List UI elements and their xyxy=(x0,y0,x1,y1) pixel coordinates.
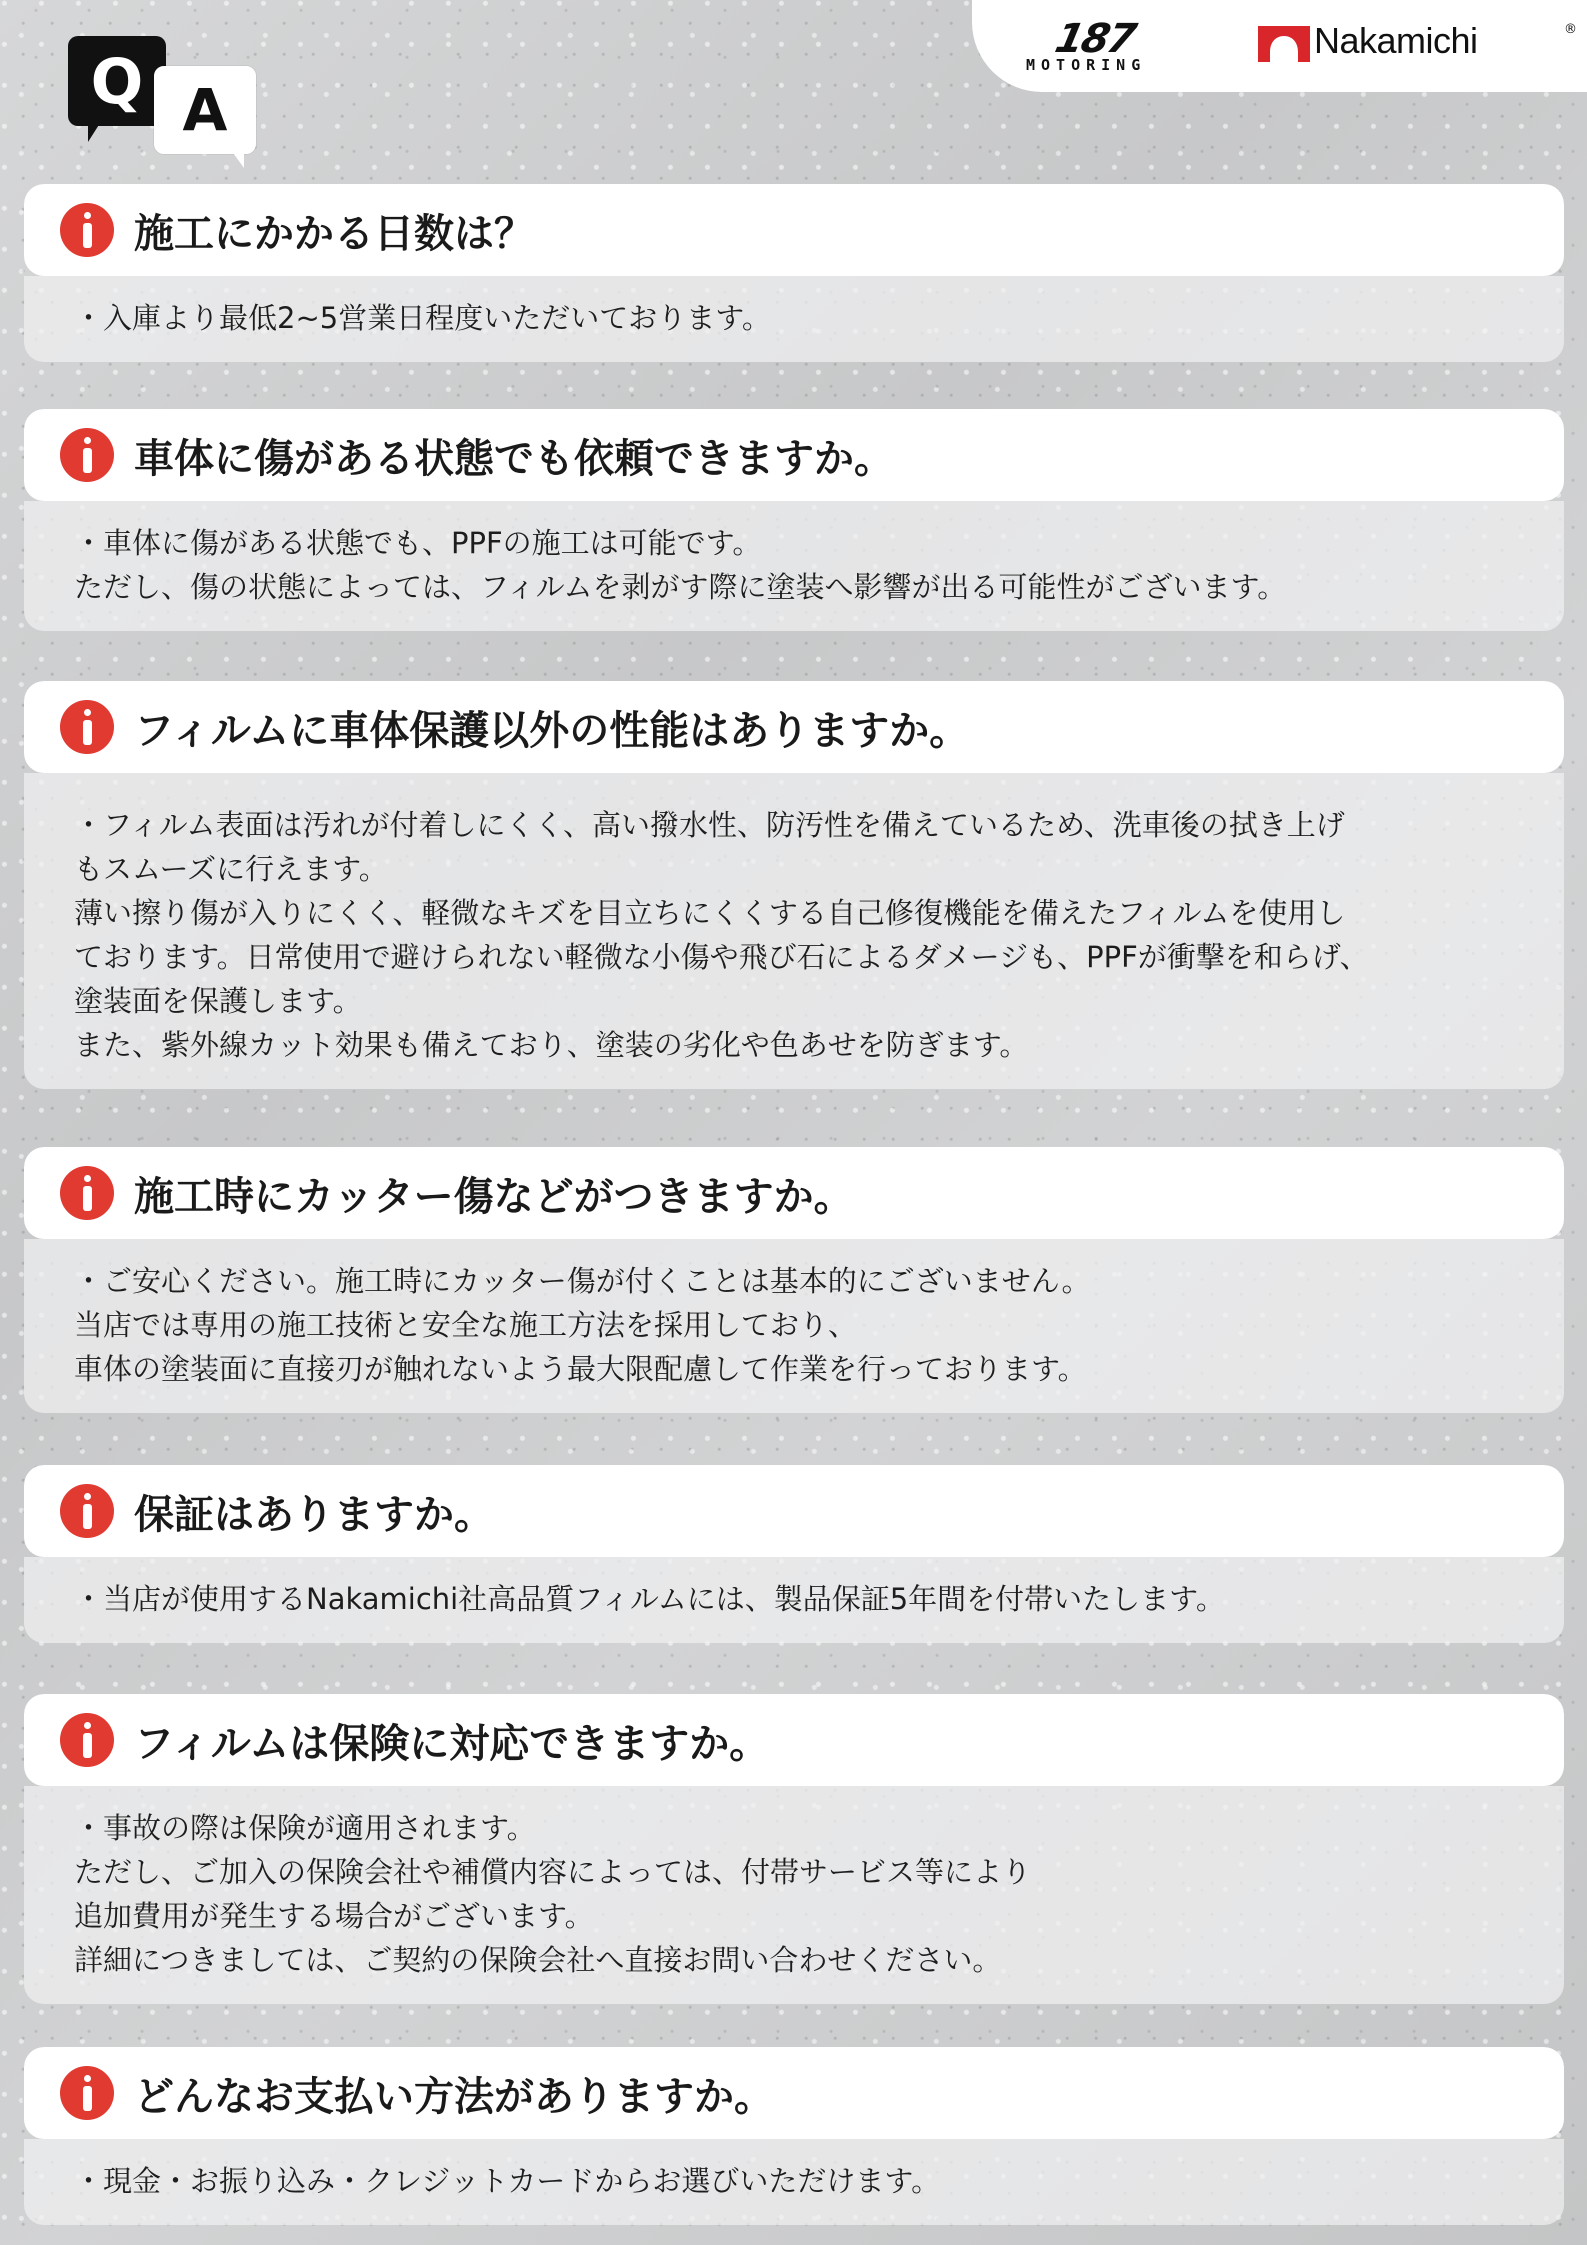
faq-item xyxy=(24,681,1564,1089)
187-logo-text: MOTORING xyxy=(1026,56,1147,74)
answer-line: ただし、ご加入の保険会社や補償内容によっては、付帯サービス等により xyxy=(74,1855,1032,1889)
faq-question-bar xyxy=(24,1465,1564,1557)
answer-line: ・入庫より最低2~5営業日程度いただいております。 xyxy=(74,301,771,335)
answer-line: 車体の塗装面に直接刃が触れないよう最大限配慮して作業を行っております。 xyxy=(74,1352,1087,1386)
answer-line: ・車体に傷がある状態でも、PPFの施工は可能です。 xyxy=(74,526,762,560)
q-bubble-icon xyxy=(68,36,166,126)
answer-line: ・現金・お振り込み・クレジットカードからお選びいただけます。 xyxy=(74,2164,941,2198)
answer-line: ・フィルム表面は汚れが付着しにくく、高い撥水性、防汚性を備えているため、洗車後の拭き上げ xyxy=(74,808,1345,842)
registered-mark: ® xyxy=(1564,22,1577,37)
187-logo-number: 187 xyxy=(1051,16,1139,62)
a-letter: A xyxy=(182,76,228,144)
faq-item xyxy=(24,1147,1564,1413)
faq-question: 施工時にカッター傷などがつきますか。 xyxy=(134,1173,854,1220)
nakamichi-logo-text: Nakamichi xyxy=(1314,20,1478,61)
q-letter: Q xyxy=(90,44,144,118)
answer-line: 当店では専用の施工技術と安全な施工方法を採用しており、 xyxy=(74,1308,858,1342)
faq-answer xyxy=(24,1557,1564,1643)
faq-answer xyxy=(24,1239,1564,1413)
faq-item xyxy=(24,1465,1564,1643)
q-bubble-tail xyxy=(88,120,102,142)
faq-answer xyxy=(24,501,1564,631)
info-icon xyxy=(60,1484,114,1538)
answer-line: 追加費用が発生する場合がございます。 xyxy=(74,1899,594,1933)
answer-line: 薄い擦り傷が入りにくく、軽微なキズを目立ちにくくする自己修復機能を備えたフィルムを使用し xyxy=(74,896,1346,930)
answer-line: ただし、傷の状態によっては、フィルムを剥がす際に塗装へ影響が出る可能性がございます。 xyxy=(74,570,1287,604)
faq-question: 施工にかかる日数は？ xyxy=(134,210,534,257)
a-bubble-tail xyxy=(228,146,244,168)
faq-question: フィルムに車体保護以外の性能はありますか。 xyxy=(134,707,970,754)
faq-item xyxy=(24,409,1564,631)
answer-line: ・ご安心ください。施工時にカッター傷が付くことは基本的にございません。 xyxy=(74,1264,1091,1298)
a-bubble-icon xyxy=(154,66,256,154)
faq-question: 保証はありますか。 xyxy=(134,1491,494,1538)
187-motoring-logo xyxy=(1026,16,1222,74)
faq-answer xyxy=(24,773,1564,1089)
info-icon xyxy=(60,700,114,754)
faq-answer xyxy=(24,2139,1564,2225)
answer-line: もスムーズに行えます。 xyxy=(74,852,388,886)
answer-line: ております。日常使用で避けられない軽微な小傷や飛び石によるダメージも、PPFが衝撃を和らげ、 xyxy=(74,940,1369,974)
faq-answer xyxy=(24,276,1564,362)
faq-question: フィルムは保険に対応できますか。 xyxy=(134,1720,770,1767)
faq-item xyxy=(24,184,1564,362)
faq-item xyxy=(24,1694,1564,2004)
info-icon xyxy=(60,428,114,482)
faq-question: 車体に傷がある状態でも依頼できますか。 xyxy=(134,435,894,482)
info-icon xyxy=(60,2066,114,2120)
answer-line: また、紫外線カット効果も備えており、塗装の劣化や色あせを防ぎます。 xyxy=(74,1028,1029,1062)
answer-line: ・当店が使用するNakamichi社高品質フィルムには、製品保証5年間を付帯いたします。 xyxy=(74,1582,1225,1616)
info-icon xyxy=(60,1713,114,1767)
faq-question-bar xyxy=(24,1147,1564,1239)
info-icon xyxy=(60,203,114,257)
qa-logo xyxy=(68,36,258,154)
faq-question-bar xyxy=(24,1694,1564,1786)
faq-item xyxy=(24,2047,1564,2225)
faq-question-bar xyxy=(24,681,1564,773)
faq-question-bar xyxy=(24,409,1564,501)
info-icon xyxy=(60,1166,114,1220)
faq-question: どんなお支払い方法がありますか。 xyxy=(134,2073,774,2120)
faq-question-bar xyxy=(24,2047,1564,2139)
answer-line: ・事故の際は保険が適用されます。 xyxy=(74,1811,536,1845)
answer-line: 詳細につきましては、ご契約の保険会社へ直接お問い合わせください。 xyxy=(74,1943,1002,1977)
nakamichi-mark-icon xyxy=(1256,22,1312,64)
answer-line: 塗装面を保護します。 xyxy=(74,984,362,1018)
faq-answer xyxy=(24,1786,1564,2004)
faq-question-bar xyxy=(24,184,1564,276)
brand-logo-area xyxy=(972,0,1587,92)
